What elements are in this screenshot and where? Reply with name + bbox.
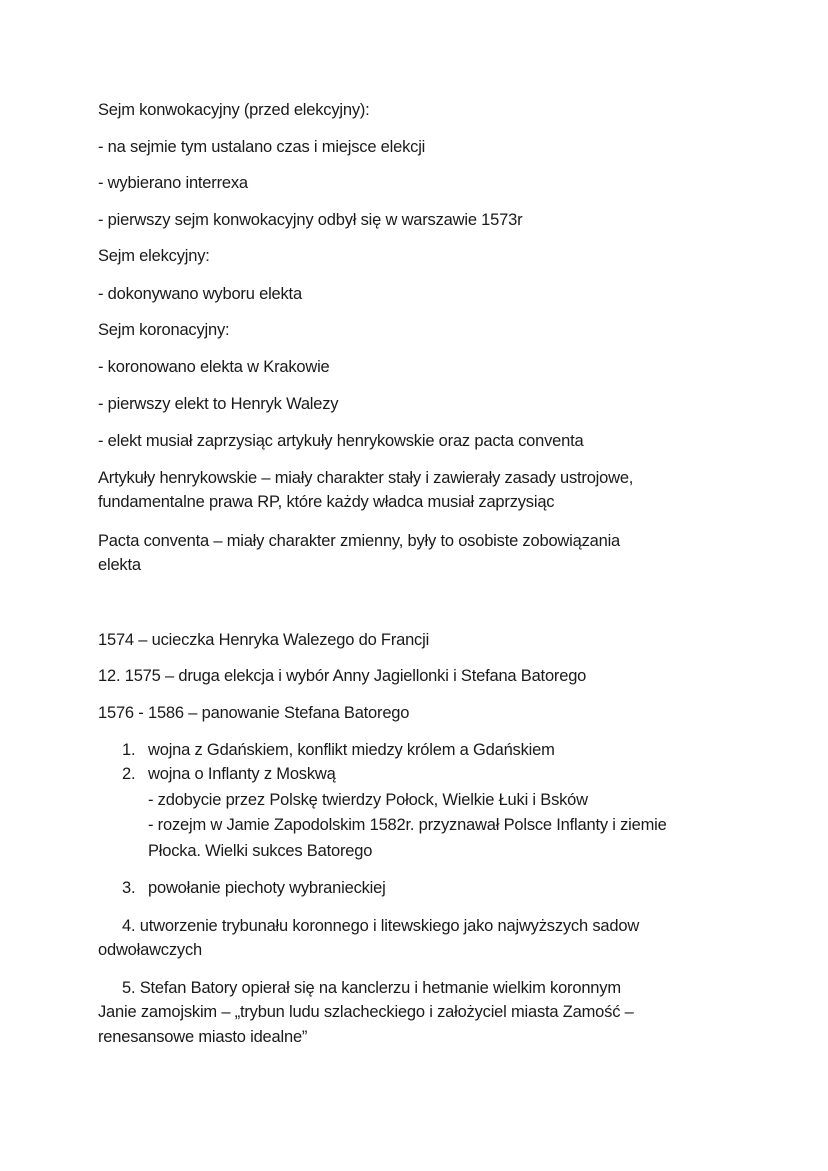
section-heading-koronacyjny: Sejm koronacyjny:	[98, 321, 230, 339]
numbered-item-4-line1: 4. utworzenie trybunału koronnego i litewskiego jako najwyższych sadow	[122, 917, 640, 935]
definition-pacta-line1: Pacta conventa – miały charakter zmienny, były to osobiste zobowiązania	[98, 532, 621, 550]
definition-artykuly-line2: fundamentalne prawa RP, które każdy władca musiał zaprzysiąc	[98, 493, 555, 511]
numbered-item-5-line3: renesansowe miasto idealne”	[98, 1028, 308, 1046]
numbered-item-number: 2.	[122, 765, 136, 783]
list-item: - koronowano elekta w Krakowie	[98, 358, 330, 376]
numbered-item-text: powołanie piechoty wybranieckiej	[148, 879, 386, 897]
numbered-item-5-line1: 5. Stefan Batory opierał się na kanclerzu i hetmanie wielkim koronnym	[122, 979, 621, 997]
list-item: - elekt musiał zaprzysiąc artykuły henrykowskie oraz pacta conventa	[98, 432, 584, 450]
list-item: - pierwszy elekt to Henryk Walezy	[98, 395, 339, 413]
definition-pacta-line2: elekta	[98, 556, 141, 574]
numbered-item-number: 1.	[122, 741, 136, 759]
sub-item: - rozejm w Jamie Zapodolskim 1582r. przyznawał Polsce Inflanty i ziemie	[148, 816, 667, 834]
section-heading-elekcyjny: Sejm elekcyjny:	[98, 247, 210, 265]
section-heading-konwokacyjny: Sejm konwokacyjny (przed elekcyjny):	[98, 101, 370, 119]
definition-artykuly-line1: Artykuły henrykowskie – miały charakter stały i zawierały zasady ustrojowe,	[98, 469, 634, 487]
timeline-entry: 1576 - 1586 – panowanie Stefana Batorego	[98, 704, 410, 722]
numbered-item-text: wojna z Gdańskiem, konflikt miedzy królem a Gdańskiem	[148, 741, 555, 759]
numbered-item-text: wojna o Inflanty z Moskwą	[148, 765, 336, 783]
list-item: - wybierano interrexa	[98, 174, 248, 192]
numbered-item-4-line2: odwoławczych	[98, 941, 202, 959]
sub-item: - zdobycie przez Polskę twierdzy Połock, Wielkie Łuki i Bsków	[148, 791, 588, 809]
numbered-item-number: 3.	[122, 879, 136, 897]
list-item: - na sejmie tym ustalano czas i miejsce elekcji	[98, 138, 426, 156]
numbered-item-5-line2: Janie zamojskim – „trybun ludu szlacheckiego i założyciel miasta Zamość –	[98, 1003, 634, 1021]
timeline-entry: 12. 1575 – druga elekcja i wybór Anny Jagiellonki i Stefana Batorego	[98, 667, 587, 685]
sub-item-continuation: Płocka. Wielki sukces Batorego	[148, 842, 373, 860]
list-item: - dokonywano wyboru elekta	[98, 285, 302, 303]
timeline-entry: 1574 – ucieczka Henryka Walezego do Francji	[98, 631, 430, 649]
list-item: - pierwszy sejm konwokacyjny odbył się w warszawie 1573r	[98, 211, 523, 229]
